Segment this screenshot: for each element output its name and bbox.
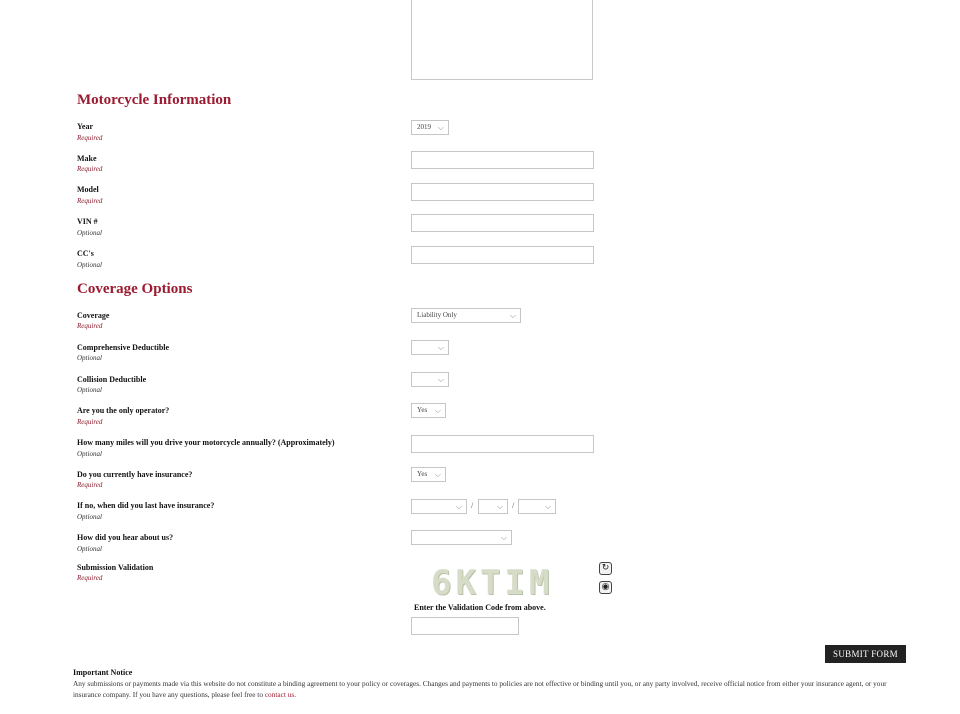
chevron-down-icon: ⌵	[455, 502, 462, 511]
collision-optional-note: Optional	[77, 386, 102, 394]
date-separator: /	[471, 501, 474, 510]
hear-about-select[interactable]	[411, 530, 512, 545]
comments-textarea[interactable]	[411, 0, 593, 80]
has-insurance-select-value: Yes	[417, 470, 428, 478]
miles-input[interactable]	[411, 435, 594, 453]
notice-title: Important Notice	[73, 668, 133, 677]
make-required-note: Required	[77, 165, 103, 173]
make-label: Make	[77, 154, 97, 163]
hear-about-label: How did you hear about us?	[77, 533, 174, 542]
collision-select[interactable]	[411, 372, 449, 387]
make-input[interactable]	[411, 151, 594, 169]
model-input[interactable]	[411, 183, 594, 201]
coverage-select-value: Liability Only	[417, 311, 457, 319]
refresh-icon[interactable]: ↻	[599, 562, 612, 575]
ccs-input[interactable]	[411, 246, 594, 264]
motorcycle-section-title: Motorcycle Information	[77, 92, 232, 108]
validation-code-input[interactable]	[411, 617, 519, 635]
last-insurance-month-select[interactable]	[411, 499, 467, 514]
has-insurance-required-note: Required	[77, 481, 103, 489]
last-insurance-optional-note: Optional	[77, 513, 102, 521]
validation-instruction: Enter the Validation Code from above.	[414, 603, 546, 612]
model-required-note: Required	[77, 197, 103, 205]
only-operator-select[interactable]	[411, 403, 446, 418]
year-label: Year	[77, 122, 93, 131]
last-insurance-year-select[interactable]	[518, 499, 556, 514]
coverage-required-note: Required	[77, 322, 103, 330]
collision-label: Collision Deductible	[77, 375, 147, 384]
chevron-down-icon: ⌵	[500, 533, 507, 542]
has-insurance-label: Do you currently have insurance?	[77, 470, 193, 479]
vin-optional-note: Optional	[77, 229, 102, 237]
only-operator-required-note: Required	[77, 418, 103, 426]
chevron-down-icon: ⌵	[437, 123, 444, 132]
last-insurance-label: If no, when did you last have insurance?	[77, 501, 215, 510]
model-label: Model	[77, 185, 99, 194]
chevron-down-icon: ⌵	[544, 502, 551, 511]
coverage-section-title: Coverage Options	[77, 281, 193, 297]
notice-body	[73, 678, 908, 700]
miles-label: How many miles will you drive your motorcycle annually? (Approximately)	[77, 438, 335, 447]
year-select[interactable]	[411, 120, 449, 135]
chevron-down-icon: ⌵	[437, 375, 444, 384]
notice-text: Any submissions or payments made via this website do not constitute a binding agreement to your policy or coverages. Changes and payments to policies are not effective or binding until you, or any party involved, receive official notice from either your insurance agent, or your insurance company. If you have any questions, please feel free to	[73, 679, 887, 699]
ccs-optional-note: Optional	[77, 261, 102, 269]
contact-us-link[interactable]: contact us.	[264, 690, 297, 699]
has-insurance-select[interactable]	[411, 467, 446, 482]
year-select-value: 2019	[417, 123, 431, 131]
validation-label: Submission Validation	[77, 563, 154, 572]
only-operator-label: Are you the only operator?	[77, 406, 170, 415]
captcha-text: 6KTIM	[431, 563, 554, 603]
date-separator: /	[512, 501, 515, 510]
miles-optional-note: Optional	[77, 450, 102, 458]
chevron-down-icon: ⌵	[434, 406, 441, 415]
vin-label: VIN #	[77, 217, 98, 226]
coverage-label: Coverage	[77, 311, 110, 320]
chevron-down-icon: ⌵	[437, 343, 444, 352]
ccs-label: CC's	[77, 249, 94, 258]
captcha-image	[411, 565, 594, 601]
comprehensive-optional-note: Optional	[77, 354, 102, 362]
validation-required-note: Required	[77, 574, 103, 582]
chevron-down-icon: ⌵	[434, 470, 441, 479]
hear-about-optional-note: Optional	[77, 545, 102, 553]
year-required-note: Required	[77, 134, 103, 142]
submit-form-button[interactable]: SUBMIT FORM	[825, 645, 906, 663]
coverage-select[interactable]	[411, 308, 521, 323]
vin-input[interactable]	[411, 214, 594, 232]
chevron-down-icon: ⌵	[496, 502, 503, 511]
only-operator-select-value: Yes	[417, 406, 428, 414]
chevron-down-icon: ⌵	[509, 311, 516, 320]
audio-icon[interactable]: ◉	[599, 581, 612, 594]
last-insurance-day-select[interactable]	[478, 499, 508, 514]
comprehensive-select[interactable]	[411, 340, 449, 355]
comprehensive-label: Comprehensive Deductible	[77, 343, 170, 352]
